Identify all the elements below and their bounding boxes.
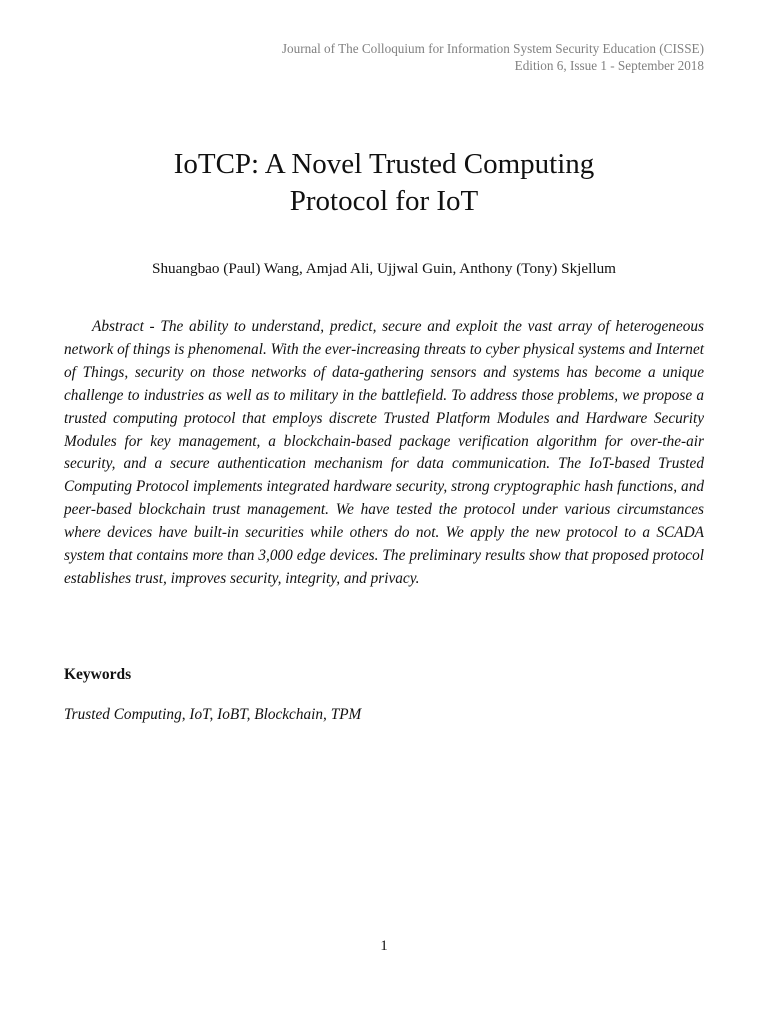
running-header — [282, 40, 704, 74]
keywords-list: Trusted Computing, IoT, IoBT, Blockchain, TPM — [64, 706, 362, 723]
abstract: Abstract - The ability to understand, predict, secure and exploit the vast array of heterogeneous network of things is phenomenal. With the ever-increasing threats to cyber physical systems and Internet of Things, security on those networks of data-gathering sensors and systems has become a unique challenge to industries as well as to military in the battlefield. To address those problems, we propose a trusted computing protocol that employs discrete Trusted Platform Modules and Hardware Security Modules for key management, a blockchain-based package verification algorithm for over-the-air security, and a secure authentication mechanism for data communication. The IoT-based Trusted Computing Protocol implements integrated hardware security, strong cryptographic hash functions, and peer-based blockchain trust management. We have tested the protocol under various circumstances where devices have built-in securities while others do not. We apply the new protocol to a SCADA system that contains more than 3,000 edge devices. The preliminary results show that proposed protocol establishes trust, improves security, integrity, and privacy. — [64, 318, 704, 587]
paper-title — [64, 146, 704, 220]
journal-name: Journal of The Colloquium for Information System Security Education (CISSE) — [281, 41, 704, 56]
paper-title-line-2: Protocol for IoT — [289, 185, 479, 217]
keywords-heading: Keywords — [64, 666, 132, 683]
paper-title-line-1: IoTCP: A Novel Trusted Computing — [173, 148, 595, 180]
edition-info: Edition 6, Issue 1 - September 2018 — [514, 58, 704, 73]
page-number: 1 — [380, 938, 388, 954]
author-list: Shuangbao (Paul) Wang, Amjad Ali, Ujjwal Guin, Anthony (Tony) Skjellum — [152, 260, 616, 277]
